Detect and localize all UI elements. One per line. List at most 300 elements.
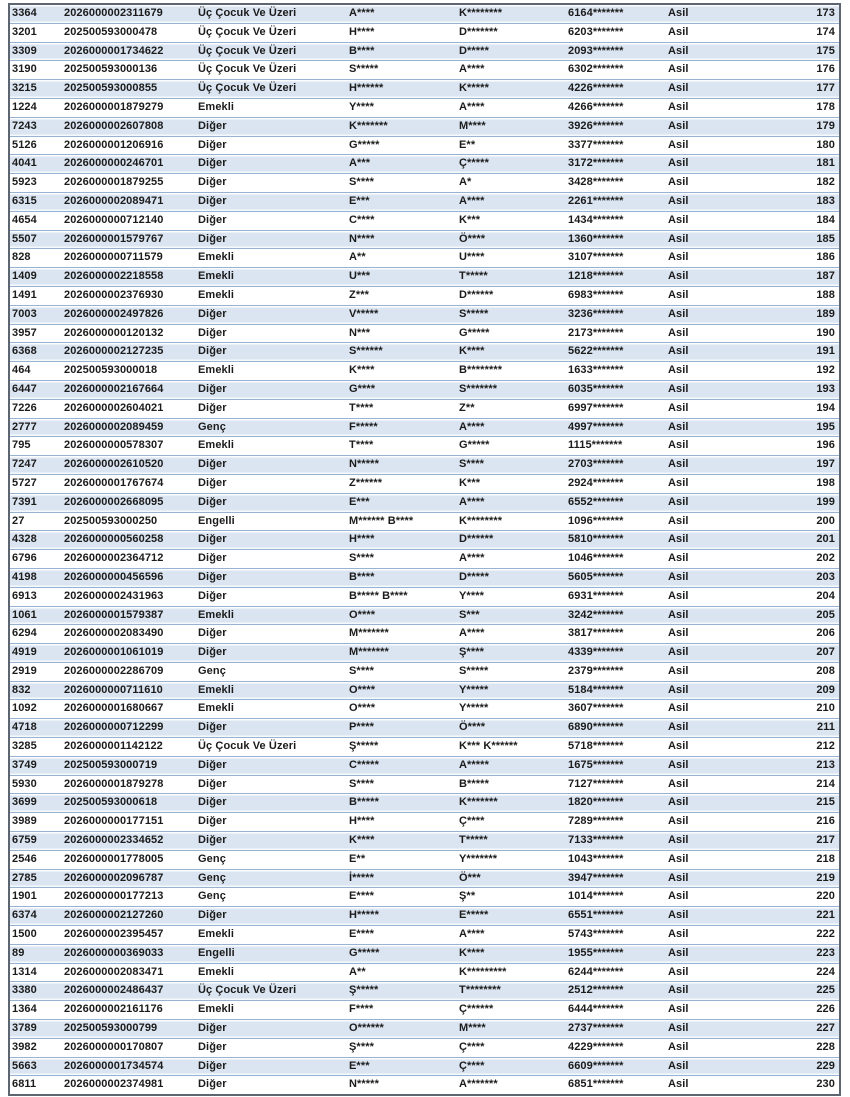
cell-category: Diğer <box>196 456 347 475</box>
cell-first-name-masked: P**** <box>347 719 457 738</box>
cell-category: Diğer <box>196 305 347 324</box>
cell-status: Asil <box>666 606 756 625</box>
cell-phone-masked: 3926******* <box>566 117 666 136</box>
cell-rank: 207 <box>756 644 839 663</box>
cell-category: Üç Çocuk Ve Üzeri <box>196 80 347 99</box>
table-row <box>10 5 839 23</box>
cell-first-name-masked: E*** <box>347 192 457 211</box>
table-row <box>10 98 839 117</box>
cell-status: Asil <box>666 286 756 305</box>
cell-first-name-masked: C**** <box>347 211 457 230</box>
cell-status: Asil <box>666 343 756 362</box>
cell-phone-masked: 4266******* <box>566 98 666 117</box>
cell-first-name-masked: S**** <box>347 550 457 569</box>
cell-phone-masked: 1955******* <box>566 944 666 963</box>
cell-phone-masked: 6302******* <box>566 61 666 80</box>
table-row <box>10 230 839 249</box>
cell-second-name-masked: K******** <box>457 5 566 23</box>
cell-second-name-masked: K********* <box>457 963 566 982</box>
cell-second-name-masked: Y******* <box>457 850 566 869</box>
cell-rank: 221 <box>756 907 839 926</box>
cell-application-id: 2026000001734622 <box>62 42 196 61</box>
cell-status: Asil <box>666 775 756 794</box>
cell-first-name-masked: G**** <box>347 380 457 399</box>
cell-phone-masked: 2924******* <box>566 474 666 493</box>
cell-category: Diğer <box>196 587 347 606</box>
cell-application-id: 2026000002395457 <box>62 926 196 945</box>
cell-rank: 198 <box>756 474 839 493</box>
cell-first-name-masked: S***** <box>347 61 457 80</box>
cell-status: Asil <box>666 869 756 888</box>
cell-draw-no: 1500 <box>10 926 62 945</box>
cell-status: Asil <box>666 493 756 512</box>
cell-rank: 187 <box>756 268 839 287</box>
cell-status: Asil <box>666 324 756 343</box>
cell-second-name-masked: Ö*** <box>457 869 566 888</box>
table-row <box>10 568 839 587</box>
table-row <box>10 174 839 193</box>
cell-draw-no: 1061 <box>10 606 62 625</box>
cell-draw-no: 5930 <box>10 775 62 794</box>
cell-application-id: 2026000000711610 <box>62 681 196 700</box>
cell-status: Asil <box>666 362 756 381</box>
cell-application-id: 2026000000578307 <box>62 437 196 456</box>
cell-draw-no: 7243 <box>10 117 62 136</box>
cell-phone-masked: 1115******* <box>566 437 666 456</box>
cell-phone-masked: 4339******* <box>566 644 666 663</box>
cell-first-name-masked: N***** <box>347 456 457 475</box>
cell-phone-masked: 1820******* <box>566 794 666 813</box>
table-row <box>10 324 839 343</box>
cell-category: Emekli <box>196 1001 347 1020</box>
cell-rank: 183 <box>756 192 839 211</box>
cell-status: Asil <box>666 418 756 437</box>
cell-rank: 219 <box>756 869 839 888</box>
cell-application-id: 2026000000177213 <box>62 888 196 907</box>
cell-phone-masked: 2261******* <box>566 192 666 211</box>
cell-category: Engelli <box>196 944 347 963</box>
table-row <box>10 343 839 362</box>
cell-phone-masked: 5184******* <box>566 681 666 700</box>
cell-second-name-masked: D***** <box>457 42 566 61</box>
cell-second-name-masked: E** <box>457 136 566 155</box>
cell-phone-masked: 5718******* <box>566 738 666 757</box>
cell-status: Asil <box>666 662 756 681</box>
cell-application-id: 2026000001879279 <box>62 98 196 117</box>
cell-draw-no: 3190 <box>10 61 62 80</box>
cell-application-id: 2026000002089459 <box>62 418 196 437</box>
cell-rank: 189 <box>756 305 839 324</box>
cell-rank: 179 <box>756 117 839 136</box>
cell-status: Asil <box>666 42 756 61</box>
cell-application-id: 2026000002089471 <box>62 192 196 211</box>
cell-second-name-masked: T******** <box>457 982 566 1001</box>
cell-rank: 186 <box>756 249 839 268</box>
cell-draw-no: 4654 <box>10 211 62 230</box>
cell-rank: 228 <box>756 1038 839 1057</box>
cell-application-id: 2026000000456596 <box>62 568 196 587</box>
cell-draw-no: 1901 <box>10 888 62 907</box>
cell-draw-no: 3285 <box>10 738 62 757</box>
cell-first-name-masked: N***** <box>347 1076 457 1094</box>
cell-draw-no: 1491 <box>10 286 62 305</box>
cell-second-name-masked: S******* <box>457 380 566 399</box>
cell-application-id: 202500593000719 <box>62 756 196 775</box>
cell-category: Emekli <box>196 362 347 381</box>
cell-status: Asil <box>666 813 756 832</box>
cell-draw-no: 3699 <box>10 794 62 813</box>
table-row <box>10 531 839 550</box>
cell-draw-no: 1314 <box>10 963 62 982</box>
cell-second-name-masked: Y***** <box>457 681 566 700</box>
cell-application-id: 202500593000799 <box>62 1020 196 1039</box>
cell-status: Asil <box>666 719 756 738</box>
cell-rank: 225 <box>756 982 839 1001</box>
cell-category: Emekli <box>196 963 347 982</box>
cell-rank: 213 <box>756 756 839 775</box>
cell-second-name-masked: D****** <box>457 531 566 550</box>
cell-draw-no: 6294 <box>10 625 62 644</box>
cell-first-name-masked: U*** <box>347 268 457 287</box>
cell-first-name-masked: N**** <box>347 230 457 249</box>
cell-application-id: 2026000001680667 <box>62 700 196 719</box>
cell-first-name-masked: M****** B**** <box>347 512 457 531</box>
cell-application-id: 2026000001767674 <box>62 474 196 493</box>
table-row <box>10 1001 839 1020</box>
cell-second-name-masked: Ş**** <box>457 644 566 663</box>
cell-second-name-masked: Y**** <box>457 587 566 606</box>
cell-second-name-masked: K******* <box>457 794 566 813</box>
cell-category: Emekli <box>196 249 347 268</box>
cell-rank: 197 <box>756 456 839 475</box>
cell-first-name-masked: H****** <box>347 80 457 99</box>
cell-application-id: 2026000000711579 <box>62 249 196 268</box>
cell-draw-no: 3989 <box>10 813 62 832</box>
cell-rank: 175 <box>756 42 839 61</box>
cell-rank: 201 <box>756 531 839 550</box>
cell-status: Asil <box>666 117 756 136</box>
cell-phone-masked: 4226******* <box>566 80 666 99</box>
cell-application-id: 2026000000120132 <box>62 324 196 343</box>
cell-phone-masked: 1434******* <box>566 211 666 230</box>
cell-category: Diğer <box>196 644 347 663</box>
cell-phone-masked: 5810******* <box>566 531 666 550</box>
table-row <box>10 437 839 456</box>
table-row <box>10 192 839 211</box>
cell-first-name-masked: E**** <box>347 888 457 907</box>
cell-status: Asil <box>666 5 756 23</box>
cell-second-name-masked: A* <box>457 174 566 193</box>
cell-category: Diğer <box>196 907 347 926</box>
cell-phone-masked: 1675******* <box>566 756 666 775</box>
cell-second-name-masked: Ç***** <box>457 155 566 174</box>
cell-status: Asil <box>666 944 756 963</box>
cell-phone-masked: 2093******* <box>566 42 666 61</box>
cell-status: Asil <box>666 61 756 80</box>
cell-application-id: 202500593000478 <box>62 23 196 42</box>
cell-rank: 193 <box>756 380 839 399</box>
cell-second-name-masked: Y***** <box>457 700 566 719</box>
cell-category: Genç <box>196 418 347 437</box>
cell-second-name-masked: D****** <box>457 286 566 305</box>
cell-phone-masked: 3172******* <box>566 155 666 174</box>
cell-status: Asil <box>666 1076 756 1094</box>
cell-application-id: 2026000001778005 <box>62 850 196 869</box>
cell-rank: 220 <box>756 888 839 907</box>
cell-category: Diğer <box>196 474 347 493</box>
cell-draw-no: 5923 <box>10 174 62 193</box>
cell-rank: 206 <box>756 625 839 644</box>
cell-first-name-masked: A** <box>347 249 457 268</box>
cell-phone-masked: 6609******* <box>566 1057 666 1076</box>
cell-rank: 205 <box>756 606 839 625</box>
cell-rank: 212 <box>756 738 839 757</box>
cell-category: Diğer <box>196 136 347 155</box>
cell-rank: 218 <box>756 850 839 869</box>
cell-first-name-masked: B**** <box>347 42 457 61</box>
cell-category: Üç Çocuk Ve Üzeri <box>196 982 347 1001</box>
cell-second-name-masked: A**** <box>457 625 566 644</box>
cell-draw-no: 7003 <box>10 305 62 324</box>
cell-first-name-masked: F***** <box>347 418 457 437</box>
cell-category: Diğer <box>196 719 347 738</box>
cell-draw-no: 2785 <box>10 869 62 888</box>
table-row <box>10 869 839 888</box>
cell-category: Genç <box>196 662 347 681</box>
table-row <box>10 644 839 663</box>
cell-second-name-masked: B******** <box>457 362 566 381</box>
cell-application-id: 2026000002127260 <box>62 907 196 926</box>
cell-category: Genç <box>196 869 347 888</box>
cell-phone-masked: 1043******* <box>566 850 666 869</box>
cell-category: Emekli <box>196 268 347 287</box>
table-row <box>10 305 839 324</box>
cell-application-id: 2026000000712299 <box>62 719 196 738</box>
cell-rank: 226 <box>756 1001 839 1020</box>
cell-application-id: 2026000001879255 <box>62 174 196 193</box>
cell-second-name-masked: T***** <box>457 832 566 851</box>
cell-draw-no: 1364 <box>10 1001 62 1020</box>
table-row <box>10 756 839 775</box>
cell-phone-masked: 6444******* <box>566 1001 666 1020</box>
cell-first-name-masked: K******* <box>347 117 457 136</box>
cell-draw-no: 6913 <box>10 587 62 606</box>
table-row <box>10 211 839 230</box>
cell-phone-masked: 7127******* <box>566 775 666 794</box>
cell-category: Diğer <box>196 192 347 211</box>
cell-first-name-masked: A** <box>347 963 457 982</box>
cell-draw-no: 3364 <box>10 5 62 23</box>
cell-draw-no: 27 <box>10 512 62 531</box>
cell-category: Diğer <box>196 155 347 174</box>
cell-second-name-masked: S***** <box>457 305 566 324</box>
cell-first-name-masked: S**** <box>347 174 457 193</box>
cell-second-name-masked: K**** <box>457 343 566 362</box>
cell-category: Emekli <box>196 700 347 719</box>
cell-draw-no: 7391 <box>10 493 62 512</box>
cell-second-name-masked: Z** <box>457 399 566 418</box>
table-row <box>10 456 839 475</box>
cell-first-name-masked: G***** <box>347 944 457 963</box>
cell-second-name-masked: K*** <box>457 474 566 493</box>
cell-status: Asil <box>666 512 756 531</box>
cell-second-name-masked: Ş** <box>457 888 566 907</box>
cell-application-id: 2026000000170807 <box>62 1038 196 1057</box>
cell-category: Diğer <box>196 230 347 249</box>
cell-first-name-masked: O**** <box>347 606 457 625</box>
cell-category: Diğer <box>196 1076 347 1094</box>
cell-phone-masked: 1633******* <box>566 362 666 381</box>
cell-phone-masked: 3428******* <box>566 174 666 193</box>
table-row <box>10 380 839 399</box>
cell-first-name-masked: E**** <box>347 926 457 945</box>
cell-status: Asil <box>666 380 756 399</box>
cell-phone-masked: 6931******* <box>566 587 666 606</box>
table-row <box>10 1038 839 1057</box>
cell-application-id: 2026000002083490 <box>62 625 196 644</box>
cell-first-name-masked: M******* <box>347 625 457 644</box>
cell-first-name-masked: H**** <box>347 813 457 832</box>
table-row <box>10 286 839 305</box>
cell-category: Diğer <box>196 775 347 794</box>
cell-phone-masked: 6983******* <box>566 286 666 305</box>
cell-draw-no: 6796 <box>10 550 62 569</box>
cell-status: Asil <box>666 399 756 418</box>
cell-first-name-masked: Ş***** <box>347 982 457 1001</box>
cell-second-name-masked: A**** <box>457 550 566 569</box>
cell-status: Asil <box>666 850 756 869</box>
cell-rank: 181 <box>756 155 839 174</box>
cell-category: Genç <box>196 850 347 869</box>
cell-category: Diğer <box>196 756 347 775</box>
cell-draw-no: 3201 <box>10 23 62 42</box>
cell-phone-masked: 4229******* <box>566 1038 666 1057</box>
cell-category: Üç Çocuk Ve Üzeri <box>196 5 347 23</box>
cell-second-name-masked: K**** <box>457 944 566 963</box>
cell-category: Emekli <box>196 606 347 625</box>
cell-draw-no: 2919 <box>10 662 62 681</box>
cell-status: Asil <box>666 192 756 211</box>
results-table <box>10 5 839 1094</box>
cell-category: Diğer <box>196 493 347 512</box>
cell-category: Diğer <box>196 625 347 644</box>
cell-application-id: 2026000002668095 <box>62 493 196 512</box>
cell-draw-no: 6759 <box>10 832 62 851</box>
cell-first-name-masked: Ş***** <box>347 738 457 757</box>
cell-phone-masked: 1046******* <box>566 550 666 569</box>
cell-application-id: 2026000001206916 <box>62 136 196 155</box>
cell-phone-masked: 5743******* <box>566 926 666 945</box>
cell-application-id: 2026000002286709 <box>62 662 196 681</box>
cell-phone-masked: 3377******* <box>566 136 666 155</box>
cell-status: Asil <box>666 98 756 117</box>
cell-status: Asil <box>666 211 756 230</box>
cell-phone-masked: 2703******* <box>566 456 666 475</box>
table-row <box>10 399 839 418</box>
cell-second-name-masked: S***** <box>457 662 566 681</box>
table-row <box>10 1057 839 1076</box>
cell-draw-no: 1092 <box>10 700 62 719</box>
cell-first-name-masked: N*** <box>347 324 457 343</box>
cell-second-name-masked: K***** <box>457 80 566 99</box>
cell-application-id: 2026000002161176 <box>62 1001 196 1020</box>
cell-draw-no: 3982 <box>10 1038 62 1057</box>
cell-first-name-masked: T**** <box>347 399 457 418</box>
cell-draw-no: 3380 <box>10 982 62 1001</box>
cell-application-id: 2026000001879278 <box>62 775 196 794</box>
cell-second-name-masked: A**** <box>457 926 566 945</box>
table-row <box>10 963 839 982</box>
cell-second-name-masked: Ö**** <box>457 719 566 738</box>
cell-second-name-masked: Ç**** <box>457 813 566 832</box>
cell-first-name-masked: Z****** <box>347 474 457 493</box>
cell-status: Asil <box>666 1020 756 1039</box>
cell-second-name-masked: Ö**** <box>457 230 566 249</box>
cell-status: Asil <box>666 531 756 550</box>
cell-phone-masked: 1360******* <box>566 230 666 249</box>
cell-category: Genç <box>196 888 347 907</box>
cell-draw-no: 1224 <box>10 98 62 117</box>
table-row <box>10 926 839 945</box>
cell-phone-masked: 3242******* <box>566 606 666 625</box>
cell-second-name-masked: Ç****** <box>457 1001 566 1020</box>
cell-draw-no: 5507 <box>10 230 62 249</box>
cell-second-name-masked: Ç**** <box>457 1038 566 1057</box>
cell-category: Diğer <box>196 813 347 832</box>
cell-second-name-masked: A***** <box>457 756 566 775</box>
table-row <box>10 61 839 80</box>
cell-draw-no: 6315 <box>10 192 62 211</box>
cell-first-name-masked: B***** <box>347 794 457 813</box>
cell-application-id: 2026000002610520 <box>62 456 196 475</box>
cell-second-name-masked: U**** <box>457 249 566 268</box>
cell-category: Emekli <box>196 926 347 945</box>
cell-rank: 199 <box>756 493 839 512</box>
cell-draw-no: 3215 <box>10 80 62 99</box>
cell-draw-no: 6368 <box>10 343 62 362</box>
cell-rank: 176 <box>756 61 839 80</box>
cell-rank: 180 <box>756 136 839 155</box>
cell-first-name-masked: O****** <box>347 1020 457 1039</box>
cell-first-name-masked: G***** <box>347 136 457 155</box>
cell-application-id: 2026000002604021 <box>62 399 196 418</box>
cell-application-id: 2026000002376930 <box>62 286 196 305</box>
cell-phone-masked: 3236******* <box>566 305 666 324</box>
table-row <box>10 117 839 136</box>
table-row <box>10 587 839 606</box>
cell-status: Asil <box>666 681 756 700</box>
table-row <box>10 700 839 719</box>
cell-category: Diğer <box>196 174 347 193</box>
cell-phone-masked: 1096******* <box>566 512 666 531</box>
cell-first-name-masked: O**** <box>347 681 457 700</box>
cell-status: Asil <box>666 174 756 193</box>
table-row <box>10 42 839 61</box>
table-row <box>10 681 839 700</box>
cell-rank: 224 <box>756 963 839 982</box>
cell-phone-masked: 1218******* <box>566 268 666 287</box>
cell-category: Diğer <box>196 117 347 136</box>
table-row <box>10 136 839 155</box>
cell-phone-masked: 2737******* <box>566 1020 666 1039</box>
cell-draw-no: 3309 <box>10 42 62 61</box>
cell-second-name-masked: A******* <box>457 1076 566 1094</box>
results-table-body <box>10 5 839 1094</box>
cell-application-id: 202500593000855 <box>62 80 196 99</box>
cell-rank: 222 <box>756 926 839 945</box>
cell-application-id: 2026000002167664 <box>62 380 196 399</box>
cell-rank: 202 <box>756 550 839 569</box>
